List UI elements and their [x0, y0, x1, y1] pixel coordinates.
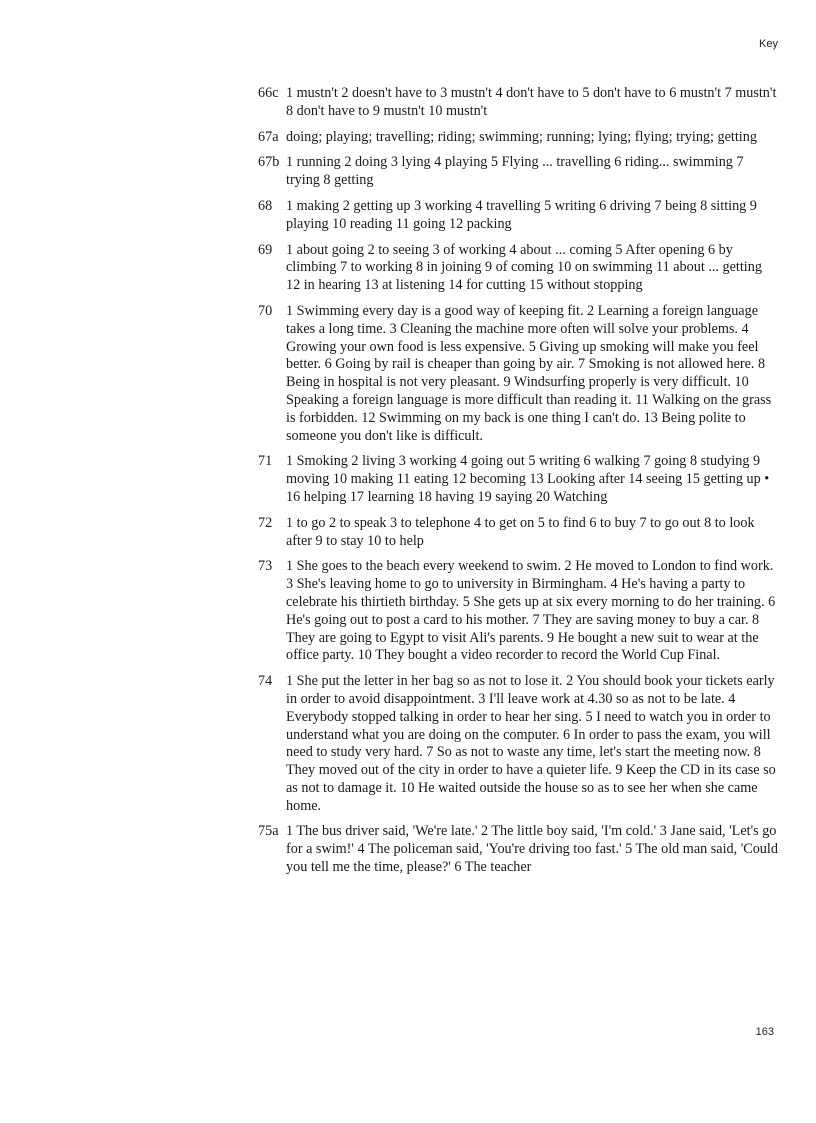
- answer-entry-67b: [258, 154, 778, 190]
- exercise-number: 73: [258, 558, 273, 575]
- answer-entry-73: [258, 558, 778, 665]
- exercise-number: 71: [258, 453, 273, 470]
- answer-text: 1 to go 2 to speak 3 to telephone 4 to get on 5 to find 6 to buy 7 to go out 8 to look after 9 to stay 10 to help: [286, 514, 755, 549]
- exercise-number: 75a: [258, 823, 279, 840]
- answer-entry-70: [258, 303, 778, 445]
- exercise-number: 74: [258, 673, 273, 690]
- answer-entry-66c: [258, 85, 778, 121]
- answer-key-list: [258, 85, 778, 885]
- answer-text: 1 Swimming every day is a good way of keeping fit. 2 Learning a foreign language takes a long time. 3 Cleaning the machine more often will solve your problems. 4 Growing your own food is less expensive. 5 Giving up smoking will make you feel better. 6 Going by rail is cheaper than going by air. 7 Smoking is not allowed here. 8 Being in hospital is not very pleasant. 9 Windsurfing properly is very difficult. 10 Speaking a foreign language is more difficult than reading it. 11 Walking on the grass is forbidden. 12 Swimming on my back is one thing I can't do. 13 Being polite to someone you don't like is difficult.: [286, 302, 772, 444]
- exercise-number: 67a: [258, 128, 279, 145]
- exercise-number: 72: [258, 514, 273, 531]
- answer-text: 1 The bus driver said, 'We're late.' 2 The little boy said, 'I'm cold.' 3 Jane said, 'Let's go for a swim!' 4 The policeman said, 'You're driving too fast.' 5 The old man said, 'Could you tell me the time, please?' 6 The teacher: [286, 823, 778, 876]
- page-number: 163: [755, 1026, 774, 1038]
- answer-text: doing; playing; travelling; riding; swimming; running; lying; flying; trying; getting: [286, 128, 757, 145]
- exercise-number: 69: [258, 241, 273, 258]
- answer-entry-72: [258, 515, 778, 551]
- answer-text: 1 She put the letter in her bag so as not to lose it. 2 You should book your tickets early in order to avoid disappointment. 3 I'll leave work at 4.30 so as not to be late. 4 Everybody stopped talking in order to hear her sing. 5 I need to watch you in order to understand what you are doing on the computer. 6 In order to pass the exam, you will need to study very hard. 7 So as not to waste any time, let's start the meeting now. 8 They moved out of the city in order to have a quieter life. 9 Keep the CD in its case so as not to damage it. 10 He waited outside the house so as to see her when she came home.: [286, 673, 776, 814]
- answer-entry-68: [258, 198, 778, 234]
- running-head: Key: [759, 38, 778, 50]
- answer-entry-69: [258, 242, 778, 295]
- answer-text: 1 Smoking 2 living 3 working 4 going out 5 writing 6 walking 7 going 8 studying 9 moving 10 making 11 eating 12 becoming 13 Looking after 14 seeing 15 getting up • 16 helping 17 learning 18 having 19 saying 20 Watching: [286, 453, 770, 505]
- answer-entry-75a: [258, 823, 778, 876]
- answer-text: 1 mustn't 2 doesn't have to 3 mustn't 4 don't have to 5 don't have to 6 mustn't 7 mustn't 8 don't have to 9 mustn't 10 mustn't: [286, 85, 777, 119]
- exercise-number: 70: [258, 302, 273, 319]
- answer-text: 1 making 2 getting up 3 working 4 travelling 5 writing 6 driving 7 being 8 sitting 9 playing 10 reading 11 going 12 packing: [286, 197, 757, 232]
- answer-text: 1 running 2 doing 3 lying 4 playing 5 Flying ... travelling 6 riding... swimming 7 trying 8 getting: [286, 154, 744, 189]
- exercise-number: 66c: [258, 85, 279, 101]
- exercise-number: 68: [258, 197, 273, 214]
- answer-text: 1 about going 2 to seeing 3 of working 4 about ... coming 5 After opening 6 by climbing 7 to working 8 in joining 9 of coming 10 on swimming 11 about ... getting 12 in hearing 13 at listening 14 for cutting 15 without stopping: [286, 241, 762, 294]
- exercise-number: 67b: [258, 154, 280, 171]
- answer-text: 1 She goes to the beach every weekend to swim. 2 He moved to London to find work. 3 She's leaving home to go to university in Birmingham. 4 He's having a party to celebrate his thirtieth birthday. 5 She gets up at six every morning to do her training. 6 He's going out to post a card to his mother. 7 They are saving money to buy a car. 8 They are going to Egypt to visit Ali's parents. 9 He bought a new suit to wear at the office party. 10 They bought a video recorder to record the World Cup Final.: [286, 558, 776, 664]
- answer-entry-71: [258, 453, 778, 506]
- answer-entry-74: [258, 673, 778, 815]
- answer-entry-67a: [258, 129, 778, 147]
